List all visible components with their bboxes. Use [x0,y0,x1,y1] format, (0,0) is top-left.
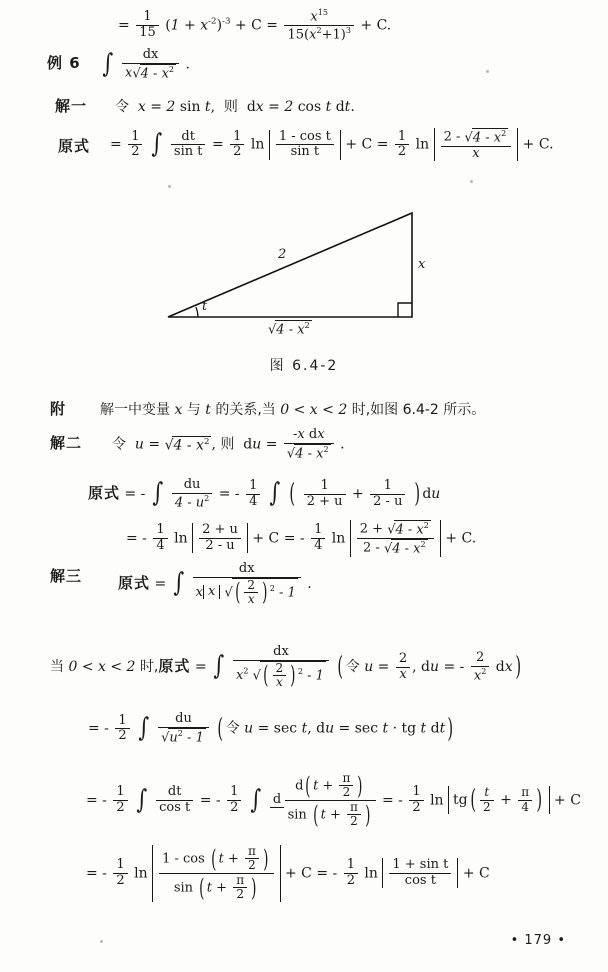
example-label: 例 6 [47,54,81,72]
page-number: • 179 • [510,933,566,948]
scan-speck [168,185,171,188]
solution-three-step-4: = - $\frac{1}{2}$ ln 1 - cos ( t + $\frac{\pi}{2}$ ) sin ( t + $\frac{\pi}{2}$ ) + C = - $\frac{1}{2}$ ln $\frac{\text{1 + sin t}}{\text{cos t}}$ + C [86,843,490,902]
solution-two-substitution: 令 $u = √4 - x^2$ , 则 du = $\frac{\text{-x dx}}{√4 - x^2}$ . [112,427,345,461]
original-expression-label-1: 原式 [58,137,91,155]
figure-caption: 图 6.4-2 [269,358,339,374]
solution-three-expression: 原式 = ∫ dx x x √( $\frac{2}{x}$ ) $^2$ - 1 . [118,561,312,607]
solution-one-label: 解一 [55,97,88,115]
note-text: 解一中变量 x 与 t 的关系,当 0 < x < 2 时,如图 6.4-2 所示。 [100,402,486,418]
triangle-figure [150,195,450,338]
solution-three-step-2: = - $\frac{1}{2}$ ∫ $\frac{du}{√u^2 - 1}$ ( 令 u = sec t, du = sec t · tg t dt) [88,711,454,745]
scan-speck [470,180,473,183]
scan-speck [100,940,103,943]
example-integral: ∫ $\frac{dx}{x√4 - x^2}$ . [102,47,190,81]
figure-label-angle: t [202,299,208,314]
solution-three-step-3: = - $\frac{1}{2}$ ∫ $\frac{dt}{\text{cos t}}$ = - $\frac{1}{2}$ ∫ d d( t + $\frac{\pi}{2}$ ) sin ( t + $\frac{\pi}{2}$ ) = - $\frac{1}{2}$ ln tg( $\frac{t}{2}$ + $\frac{\pi}{4}$ ) + C [86,770,581,829]
scan-speck [486,70,489,73]
formula-line-continuation: = $\frac{1}{15}$ $(1 + x^{-2})^{-3} + C$ = $\frac{x^{15}}{15(x^2+1)^3}$ + C. [118,8,392,43]
figure-label-hypotenuse: 2 [278,247,287,262]
solution-two-step-1: 原式 = - ∫ $\frac{du}{4 - u^2}$ = - $\frac{1}{4}$ ∫ ( $\frac{1}{2 + u}$ + $\frac{1}{2 - u}$ ) du [88,477,441,510]
solution-one-substitution: 令 x = 2 sin t, 则 dx = 2 cos t dt. [115,99,355,115]
solution-two-label: 解二 [50,434,83,452]
note-label: 附 [50,400,67,418]
solution-three-label: 解三 [50,567,83,585]
example-heading [47,52,81,73]
figure-label-vertical: x [418,257,426,272]
solution-three-case: 当 0 < x < 2 时,原式 = ∫ dx $x^2$ √( $\frac{2}{x}$ ) $^2$ - 1 ( 令 u = $\frac{2}{x}$ , du = - $\frac{2}{x^2}$ dx) [50,644,521,690]
solution-two-step-2: = - $\frac{1}{4}$ ln $\frac{2 + u}{2 - u}$ + C = - $\frac{1}{4}$ ln $\frac{2 + √4 - x^2}{2 - √4 - x^2}$ + C. [126,521,477,557]
figure-label-base: $√4 - x^2$ [268,321,310,338]
solution-one-result: = $\frac{1}{2}$ ∫ $\frac{dt}{\text{sin t}}$ = $\frac{1}{2}$ ln $\frac{\text{1 - cos t}}{\text{sin t}}$ + C = $\frac{1}{2}$ ln $\frac{2 - √4 - x^2}{x}$ + C. [110,128,554,161]
